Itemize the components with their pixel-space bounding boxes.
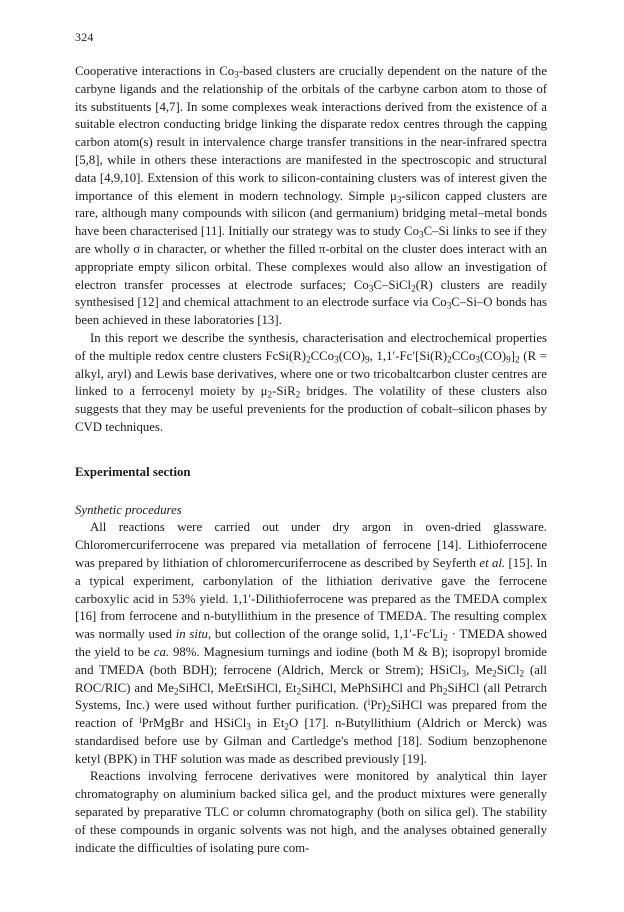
body-text [75,63,547,857]
procedures-paragraph-2: Reactions involving ferrocene derivatives were monitored by analytical thin layer chromatography on aluminium backed silica gel, and the product mixtures were generally separated by preparative TLC or column chromatography (both on silica gel). The stability of these compounds in organic solvents was not high, and the analyses obtained generally indicate the difficulties of isolating pure com- [75,769,547,855]
section-title: Experimental section [75,464,191,479]
intro-paragraph-1: Cooperative interactions in $Co_3$-based clusters are crucially dependent on the nature of the carbyne ligands and the relationship of the orbitals of the carbyne carbon atom to those of its substituents [4,7]. In some complexes weak interactions derived from the existence of a suitable electron conducting bridge linking the disparate redox centres through the capping carbon atom(s) result in intervalence charge transfer transitions in the near-infrared spectra [5,8], while in others these interactions are manifested in the spectroscopic and structural data [4,9,10]. Extension of this work to silicon-containing clusters was of interest given the importance of this element in modern technology. Simple $\mu_3$-silicon capped clusters are rare, although many compounds with silicon (and germanium) bridging metal–metal bonds have been characterised [11]. Initially our strategy was to study $Co_3C-Si$ links to see if they are wholly σ in character, or whether the filled π-orbital on the cluster does interact with an appropriate empty silicon orbital. These complexes would also allow an investigation of electron transfer processes at electrode surfaces; $Co_3C-SiCl_2(R)$ clusters are readily synthesised [12] and chemical attachment to an electrode surface via $Co_3C-Si-O$ bonds has been achieved in these laboratories [13]. [75,64,548,328]
procedures-paragraph-1: All reactions were carried out under dry argon in oven-dried glassware. Chloromercuriferrocene was prepared via metallation of ferrocene [14]. Lithioferrocene was prepared by lithiation of chloromercuriferrocene as described by Seyferth et al. [15]. In a typical experiment, carbonylation of the lithiation derivative gave the ferrocene carboxylic acid in 53% yield. 1,1′-Dilithioferrocene was prepared as the TMEDA complex [16] from ferrocene and n-butyllithium in the presence of TMEDA. The resulting complex was normally used in situ, but collection of the orange solid, $1,1'-Fc'Li_2$ · TMEDA showed the yield to be ca. 98%. Magnesium turnings and iodine (both M & B); isopropyl bromide and TMEDA (both BDH); ferrocene (Aldrich, Merck or Strem); HSiCl$_3$, $Me_2SiCl_2$ (all ROC/RIC) and $Me_2SiHCl$, MeEtSiHCl, $Et_2SiHCl$, MePhSiHCl and $Ph_2SiHCl$ (all Petrarch Systems, Inc.) were used without further purification. $(^iPr)_2SiHCl$ was prepared from the reaction of $^i$PrMgBr and HSiCl$_3$ in $Et_2O$ [17]. n-Butyllithium (Aldrich or Merck) was standardised before use by Gilman and Cartledge's method [18]. Sodium benzophenone ketyl (BPK) in THF solution was made as described previously [19]. [75,520,548,766]
page-number: 324 [75,30,94,44]
intro-paragraph-2: In this report we describe the synthesis, characterisation and electrochemical properties of the multiple redox centre clusters $FcSi(R)_2CCo_3(CO)_9$, $1,1'-Fc'[Si(R)_2CCo_3(CO)_9]_2$ (R = alkyl, aryl) and Lewis base derivatives, where one or two tricobaltcarbon cluster centres are linked to a ferrocenyl moiety by $\mu_2-SiR_2$ bridges. The volatility of these clusters also suggests that they may be useful prevenients for the production of cobalt–silicon phases by CVD techniques. [75,330,547,434]
subsection-title: Synthetic procedures [75,502,182,517]
